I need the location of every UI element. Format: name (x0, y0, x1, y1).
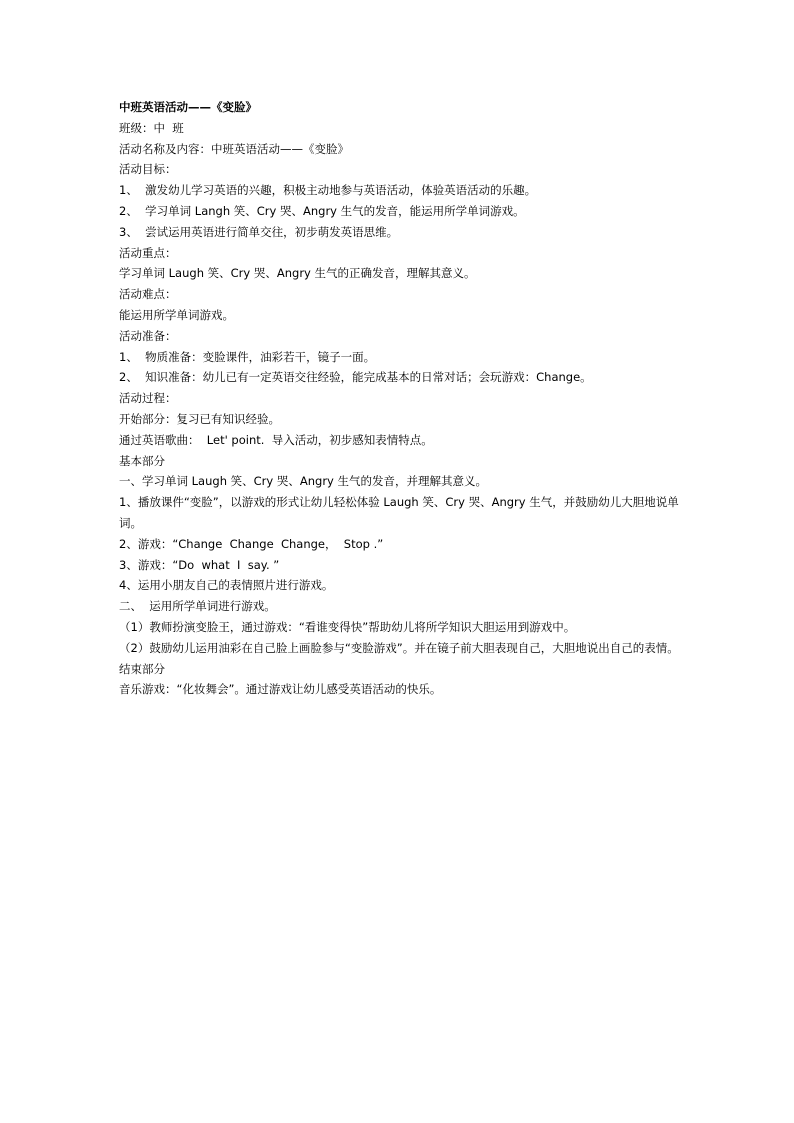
document-title: 中班英语活动——《变脸》 (119, 100, 257, 114)
ending-heading: 结束部分 (119, 661, 165, 676)
goal-item-2: 2、 学习单词 Langh 笑、Cry 哭、Angry 生气的发音，能运用所学单词游戏。 (119, 203, 525, 218)
preparation-item-1: 1、 物质准备：变脸课件，油彩若干，镜子一面。 (119, 349, 376, 364)
step-two-item-1: （1）教师扮演变脸王，通过游戏：“看谁变得快”帮助幼儿将所学知识大胆运用到游戏中。 (119, 619, 576, 634)
goals-heading: 活动目标： (119, 162, 177, 177)
difficulty-heading: 活动难点： (119, 287, 177, 302)
preparation-heading: 活动准备： (119, 328, 177, 343)
basic-part-heading: 基本部分 (119, 453, 165, 468)
goal-item-3: 3、 尝试运用英语进行简单交往，初步萌发英语思维。 (119, 224, 399, 239)
step-one-item-4: 4、运用小朋友自己的表情照片进行游戏。 (119, 578, 334, 593)
process-heading: 活动过程： (119, 391, 177, 406)
goal-item-1: 1、 激发幼儿学习英语的兴趣，积极主动地参与英语活动，体验英语活动的乐趣。 (119, 183, 537, 198)
key-points-text: 学习单词 Laugh 笑、Cry 哭、Angry 生气的正确发音，理解其意义。 (119, 266, 476, 281)
step-one-item-1: 1、播放课件“变脸”，以游戏的形式让幼儿轻松体验 Laugh 笑、Cry 哭、Angry 生气，并鼓励幼儿大胆地说单词。 (119, 495, 679, 530)
class-line: 班级：中 班 (119, 120, 184, 135)
opening-part: 开始部分：复习已有知识经验。 (119, 411, 280, 426)
activity-name-line: 活动名称及内容：中班英语活动——《变脸》 (119, 141, 349, 156)
key-points-heading: 活动重点： (119, 245, 177, 260)
step-one-item-2: 2、游戏：“Change Change Change， Stop .” (119, 536, 384, 551)
step-one-item-3: 3、游戏：“Do what I say. ” (119, 557, 280, 572)
difficulty-text: 能运用所学单词游戏。 (119, 307, 234, 322)
step-one-heading: 一、学习单词 Laugh 笑、Cry 哭、Angry 生气的发音，并理解其意义。 (119, 474, 488, 489)
song-intro: 通过英语歌曲： Let' point. 导入活动，初步感知表情特点。 (119, 432, 433, 447)
preparation-item-2: 2、 知识准备：幼儿已有一定英语交往经验，能完成基本的日常对话；会玩游戏：Change。 (119, 370, 592, 385)
step-two-heading: 二、 运用所学单词进行游戏。 (119, 599, 276, 614)
step-two-item-2: （2）鼓励幼儿运用油彩在自己脸上画脸参与“变脸游戏”。并在镜子前大胆表现自己，大胆地说出自己的表情。 (119, 640, 679, 655)
ending-text: 音乐游戏：“化妆舞会”。通过游戏让幼儿感受英语活动的快乐。 (119, 682, 442, 697)
document-body (119, 97, 689, 700)
